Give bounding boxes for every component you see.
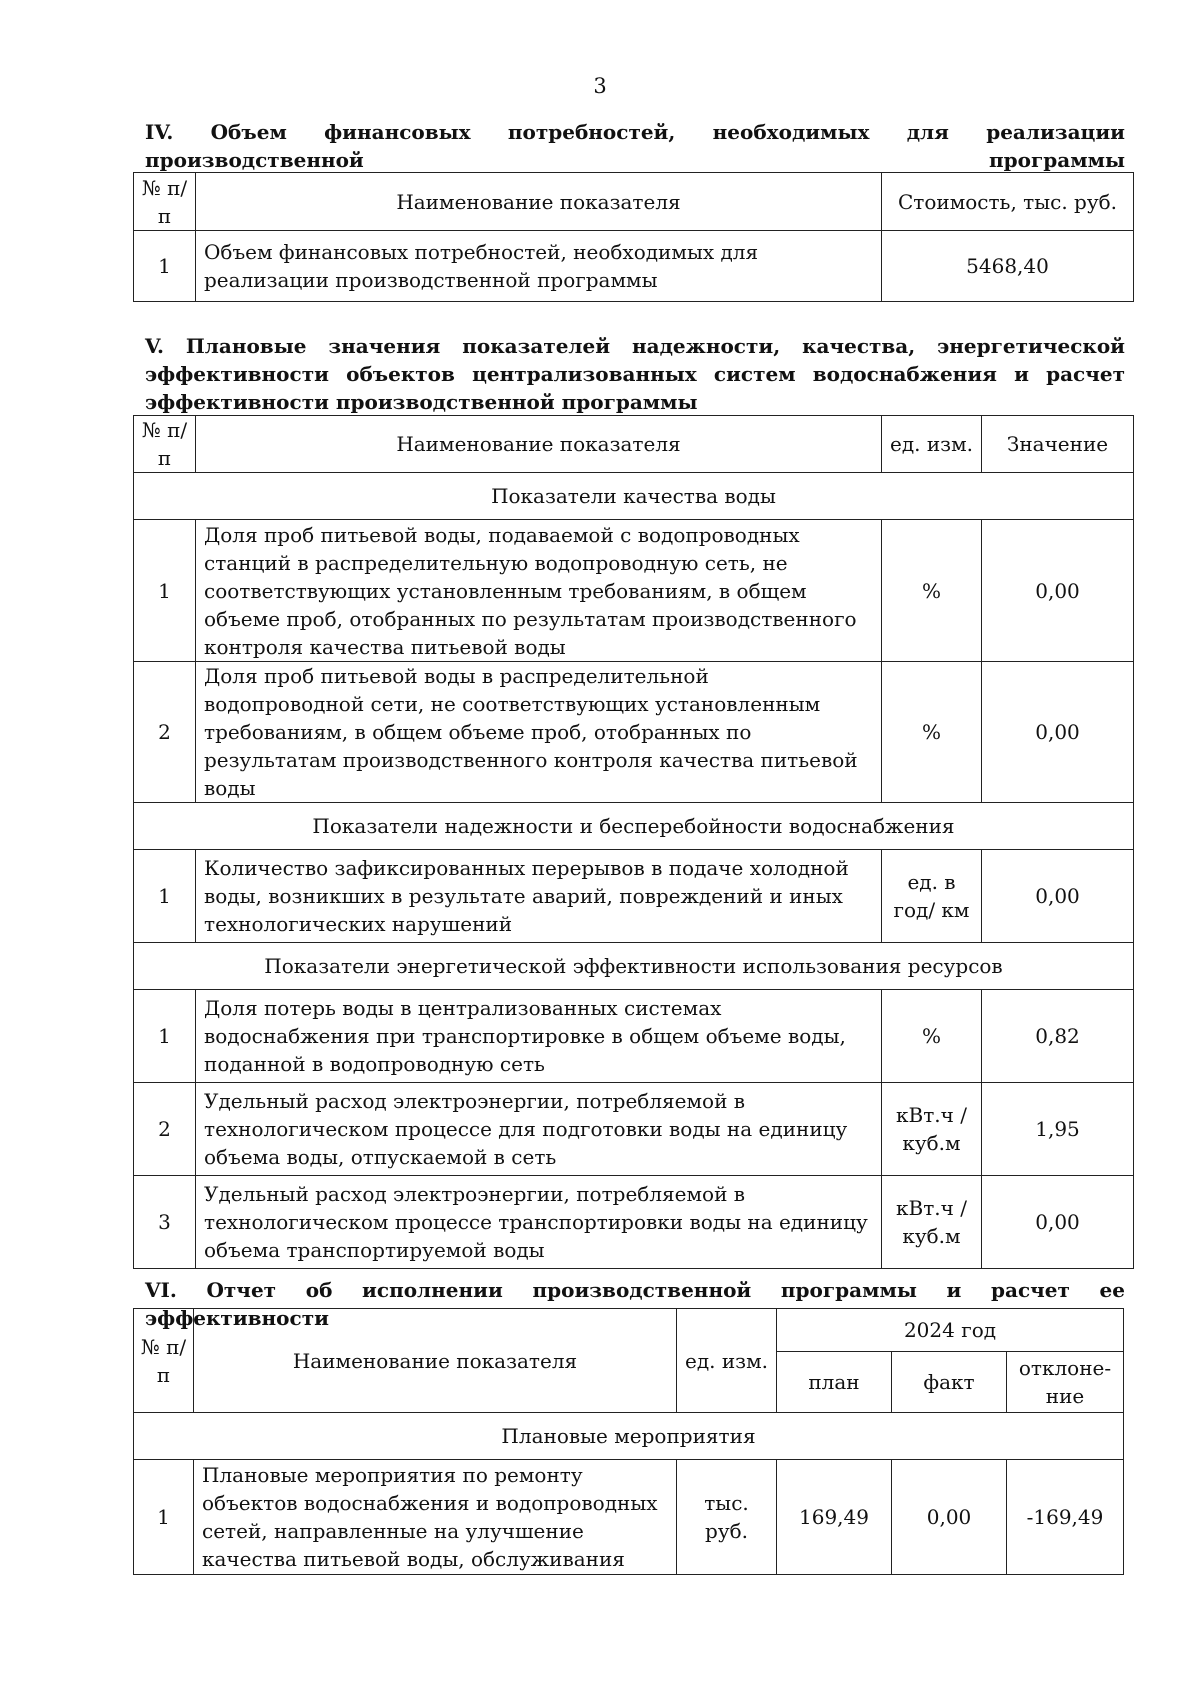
table-row [134,520,1134,662]
section-6-table [133,1308,1124,1575]
header-num: № п/п [134,173,196,231]
header-value: Значение [982,416,1134,473]
row-num: 1 [134,990,196,1083]
section-5-title-line-1: V. Плановые значения показателей надежности, качества, энергетической [145,334,1125,358]
group-row [134,473,1134,520]
row-plan: 169,49 [777,1460,892,1575]
table-row [134,231,1134,302]
row-value: 1,95 [982,1083,1134,1176]
row-unit: % [882,662,982,803]
row-name: Объем финансовых потребностей, необходимых для реализации производственной программы [196,231,882,302]
row-value: 0,00 [982,1176,1134,1269]
row-unit: тыс. руб. [677,1460,777,1575]
row-num: 2 [134,662,196,803]
row-unit: % [882,990,982,1083]
group-row [134,803,1134,850]
row-name: Количество зафиксированных перерывов в подаче холодной воды, возникших в результате аварий, повреждений и иных технологических нарушений [196,850,882,943]
row-num: 1 [134,1460,194,1575]
table-header-row [134,173,1134,231]
table-header-row [134,416,1134,473]
section-5-title-line-2: эффективности объектов централизованных систем водоснабжения и расчет [145,362,1125,386]
table-row [134,662,1134,803]
header-num: № п/п [134,416,196,473]
section-6-title-text: VI. Отчет об исполнении производственной программы и расчет ее эффективности [145,1278,1125,1330]
section-5-table [133,415,1134,1269]
section-4-title-text: IV. Объем финансовых потребностей, необходимых для реализации производственной программы [145,120,1125,172]
header-name: Наименование показателя [196,416,882,473]
header-name: Наименование показателя [194,1309,677,1413]
page-number: 3 [593,74,607,98]
group-title: Показатели надежности и бесперебойности водоснабжения [134,803,1134,850]
row-num: 1 [134,520,196,662]
row-fact: 0,00 [892,1460,1007,1575]
row-deviation: -169,49 [1007,1460,1124,1575]
row-num: 3 [134,1176,196,1269]
header-fact: факт [892,1352,1007,1413]
row-value: 0,00 [982,662,1134,803]
row-value: 0,00 [982,520,1134,662]
header-name: Наименование показателя [196,173,882,231]
table-row [134,1176,1134,1269]
row-unit: кВт.ч / куб.м [882,1083,982,1176]
section-5-title [145,332,1125,416]
row-num: 1 [134,231,196,302]
row-unit: % [882,520,982,662]
header-num: № п/п [134,1309,194,1413]
table-header-row [134,1309,1124,1352]
row-value: 5468,40 [882,231,1134,302]
row-unit: кВт.ч / куб.м [882,1176,982,1269]
header-plan: план [777,1352,892,1413]
group-title: Показатели качества воды [134,473,1134,520]
table-row [134,1460,1124,1575]
group-row [134,1413,1124,1460]
row-value: 0,82 [982,990,1134,1083]
header-unit: ед. изм. [677,1309,777,1413]
row-name: Плановые мероприятия по ремонту объектов водоснабжения и водопроводных сетей, направленные на улучшение качества питьевой воды, обслуживания [194,1460,677,1575]
row-value: 0,00 [982,850,1134,943]
header-unit: ед. изм. [882,416,982,473]
header-year: 2024 год [777,1309,1124,1352]
header-cost: Стоимость, тыс. руб. [882,173,1134,231]
row-unit: ед. в год/ км [882,850,982,943]
row-num: 1 [134,850,196,943]
table-row [134,1083,1134,1176]
row-name: Удельный расход электроэнергии, потребляемой в технологическом процессе транспортировки воды на единицу объема транспортируемой воды [196,1176,882,1269]
table-row [134,850,1134,943]
row-name: Доля проб питьевой воды в распределительной водопроводной сети, не соответствующих установленным требованиям, в общем объеме проб, отобранных по результатам производственного контроля качества питьевой воды [196,662,882,803]
section-4-table [133,172,1134,302]
table-row [134,990,1134,1083]
row-name: Доля потерь воды в централизованных системах водоснабжения при транспортировке в общем объеме воды, поданной в водопроводную сеть [196,990,882,1083]
group-title: Показатели энергетической эффективности использования ресурсов [134,943,1134,990]
group-row [134,943,1134,990]
row-name: Удельный расход электроэнергии, потребляемой в технологическом процессе для подготовки воды на единицу объема воды, отпускаемой в сеть [196,1083,882,1176]
group-title: Плановые мероприятия [134,1413,1124,1460]
section-4-title [145,118,1125,174]
row-num: 2 [134,1083,196,1176]
section-5-title-line-3: эффективности производственной программы [145,390,698,414]
row-name: Доля проб питьевой воды, подаваемой с водопроводных станций в распределительную водопроводную сеть, не соответствующих установленным требованиям, в общем объеме проб, отобранных по результатам производственного контроля качества питьевой воды [196,520,882,662]
header-deviation: отклоне-ние [1007,1352,1124,1413]
